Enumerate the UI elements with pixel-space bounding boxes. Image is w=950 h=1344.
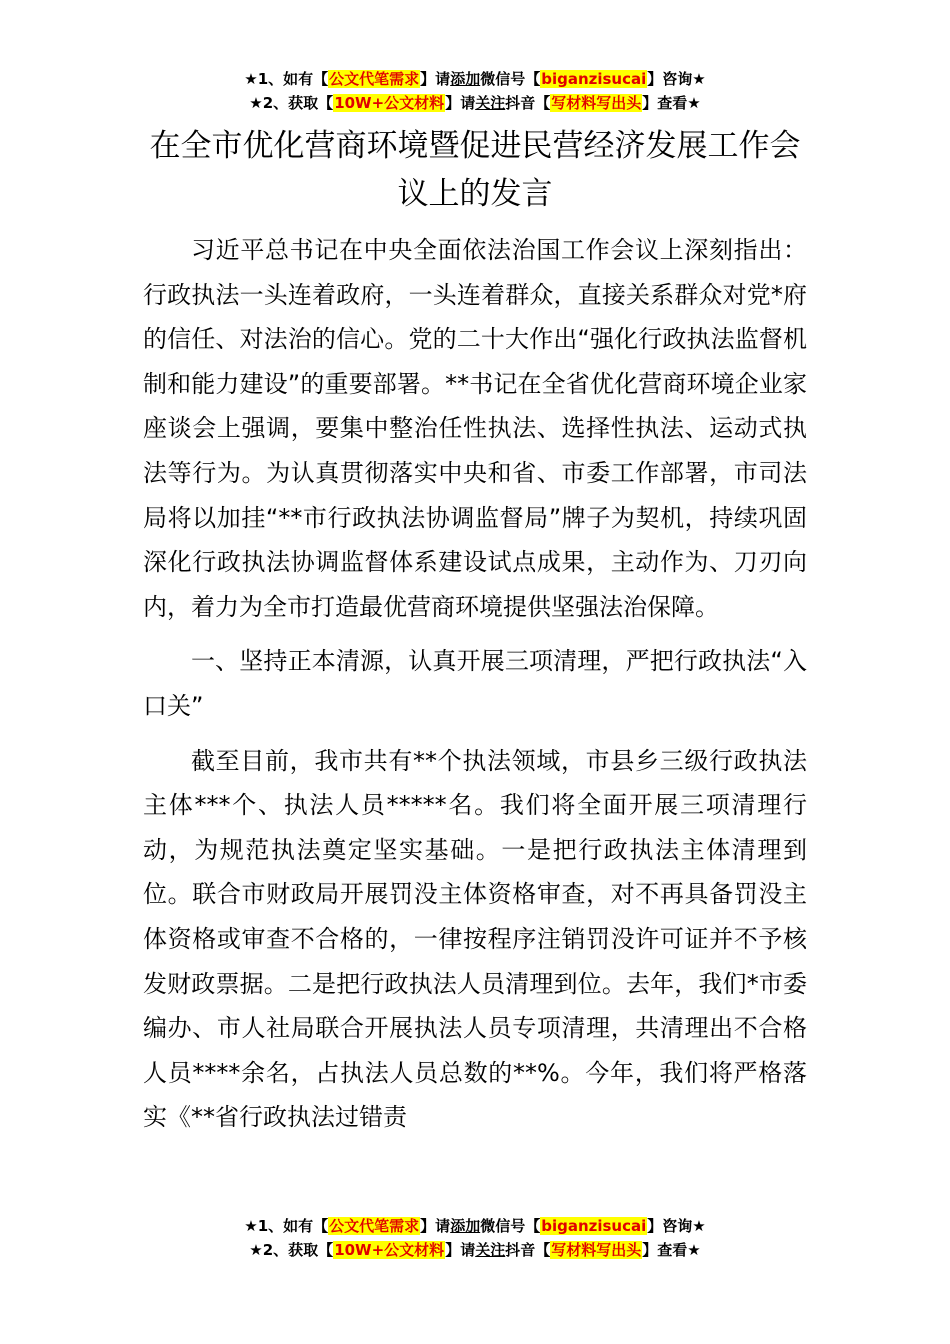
highlight-wechat-id: biganzisucai bbox=[541, 70, 647, 88]
banner-underlined: 添加 bbox=[450, 1217, 481, 1235]
banner-text: 微信号【 bbox=[480, 70, 541, 88]
banner-line-2 bbox=[0, 1238, 950, 1262]
highlight-materials: 10W+公文材料 bbox=[334, 1241, 445, 1259]
banner-text: 】请 bbox=[445, 1241, 476, 1259]
banner-text: 】请 bbox=[420, 1217, 451, 1235]
highlight-douyin-account: 写材料写出头 bbox=[551, 1241, 642, 1259]
banner-line-1 bbox=[0, 67, 950, 91]
footer-banner bbox=[0, 1214, 950, 1262]
highlight-materials: 10W+公文材料 bbox=[334, 94, 445, 112]
banner-line-1 bbox=[0, 1214, 950, 1238]
highlight-service: 公文代笔需求 bbox=[329, 70, 420, 88]
banner-text: 】咨询★ bbox=[647, 1217, 706, 1235]
highlight-service: 公文代笔需求 bbox=[329, 1217, 420, 1235]
banner-text: ★1、如有【 bbox=[244, 70, 329, 88]
banner-text: 微信号【 bbox=[480, 1217, 541, 1235]
banner-text: 抖音【 bbox=[505, 1241, 551, 1259]
banner-text: ★2、获取【 bbox=[249, 94, 334, 112]
banner-text: ★2、获取【 bbox=[249, 1241, 334, 1259]
banner-underlined: 关注 bbox=[475, 1241, 506, 1259]
banner-text: 】咨询★ bbox=[647, 70, 706, 88]
header-banner bbox=[0, 67, 950, 115]
banner-text: 抖音【 bbox=[505, 94, 551, 112]
document-body bbox=[143, 228, 807, 1150]
document-title: 在全市优化营商环境暨促进民营经济发展工作会议上的发言 bbox=[149, 128, 801, 212]
banner-text: 】查看★ bbox=[642, 94, 701, 112]
highlight-douyin-account: 写材料写出头 bbox=[551, 94, 642, 112]
paragraph-intro: 习近平总书记在中央全面依法治国工作会议上深刻指出：行政执法一头连着政府，一头连着群众，直接关系群众对党*府的信任、对法治的信心。党的二十大作出“强化行政执法监督机制和能力建设”的重要部署。**书记在全省优化营商环境企业家座谈会上强调，要集中整治任性执法、选择性执法、运动式执法等行为。为认真贯彻落实中央和省、市委工作部署，市司法局将以加挂“**市行政执法协调监督局”牌子为契机，持续巩固深化行政执法协调监督体系建设试点成果，主动作为、刀刃向内，着力为全市打造最优营商环境提供坚强法治保障。 bbox=[143, 236, 807, 621]
banner-underlined: 添加 bbox=[450, 70, 481, 88]
banner-text: 】请 bbox=[420, 70, 451, 88]
section-heading-1: 一、坚持正本清源，认真开展三项清理，严把行政执法“入口关” bbox=[143, 647, 807, 720]
banner-line-2 bbox=[0, 91, 950, 115]
banner-text: 】请 bbox=[445, 94, 476, 112]
banner-underlined: 关注 bbox=[475, 94, 506, 112]
paragraph-section-1: 截至目前，我市共有**个执法领域，市县乡三级行政执法主体***个、执法人员*****名。我们将全面开展三项清理行动，为规范执法奠定坚实基础。一是把行政执法主体清理到位。联合市财政局开展罚没主体资格审查，对不再具备罚没主体资格或审查不合格的，一律按程序注销罚没许可证并不予核发财政票据。二是把行政执法人员清理到位。去年，我们*市委编办、市人社局联合开展执法人员专项清理，共清理出不合格人员****余名，占执法人员总数的**%。今年，我们将严格落实《**省行政执法过错责 bbox=[143, 746, 807, 1132]
highlight-wechat-id: biganzisucai bbox=[541, 1217, 647, 1235]
banner-text: 】查看★ bbox=[642, 1241, 701, 1259]
banner-text: ★1、如有【 bbox=[244, 1217, 329, 1235]
